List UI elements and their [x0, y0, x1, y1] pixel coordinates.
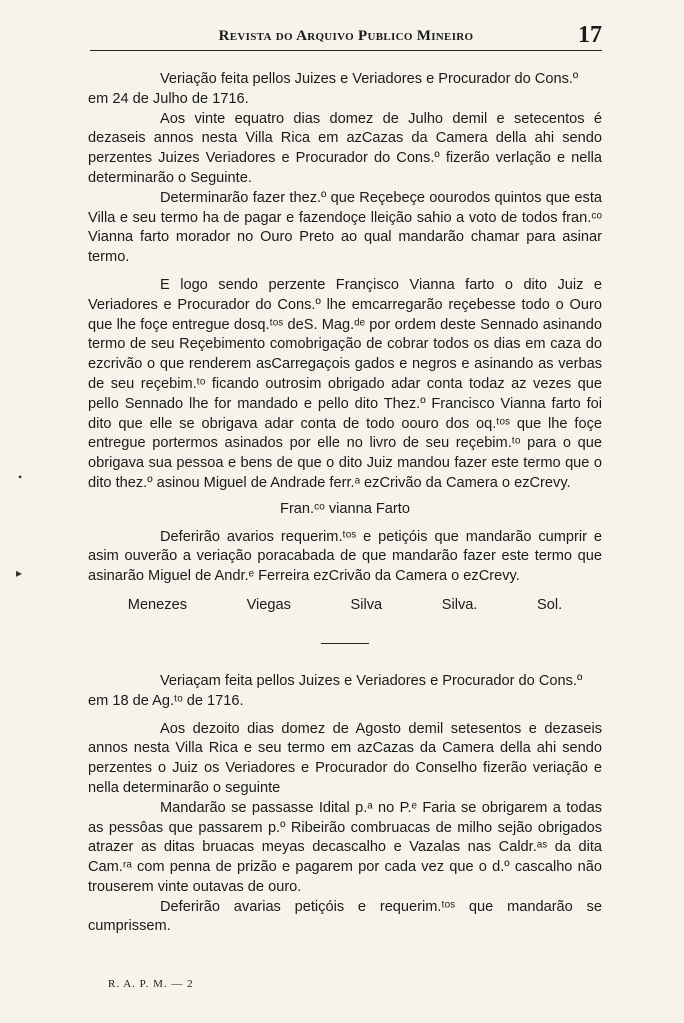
page-body [88, 70, 602, 937]
signatory-name: Menezes [127, 596, 187, 613]
running-header [90, 22, 602, 51]
section2-heading-line2: em 18 de Ag.ᵗᵒ de 1716. [88, 692, 244, 709]
page-number: 17 [578, 22, 602, 48]
footer-reference: R. A. P. M. — 2 [108, 978, 194, 990]
signatory-name: Silva. [441, 596, 478, 613]
section2-paragraph: Mandarão se passasse Idital p.ᵃ no P.ᵉ Faria se obrigarem a todas as pessôas que passarem p.º Ribeirão combruacas de milho sejão obrigados atrazer as ditas bruacas meyas decascalho e Vazalas nas Caldr.ᵃˢ da dita Cam.ʳᵃ com penna de prizão e pagarem por cada vez que o d.º cascalho não trouserem vinte outavas de ouro. [88, 799, 602, 895]
signatory-name: Viegas [246, 596, 291, 613]
margin-dot: • [18, 470, 23, 484]
section-divider [321, 643, 369, 644]
section1-paragraph: E logo sendo perzente Françisco Vianna farto o dito Juiz e Veriadores e Procurador do Cons.º lhe emcarregarão reçebesse todo o Ouro que lhe foçe entregue dosq.ᵗᵒˢ deS. Mag.ᵈᵉ por ordem deste Sennado asinando termo de seu Reçebimento comobrigação de cobrar todos os dias em caza do ezcrivão o que renderem asCarregaçois gados e negros e asinando as verbas de seu reçebim.ᵗᵒ ficando outrosim obrigado adar conta todaz az vezes que pello Sennado lhe for mandado e pello dito Thez.º Francisco Vianna farto foi dito que elle se obrigava adar conta de todo oouro dos oq.ᵗᵒˢ que lhe foçe entregue portermos asinados por elle no livro de seu reçebim.ᵗᵒ para o que obrigava sua pessoa e bens de que o dito Juiz mandou fazer este termo que o dito thez.º asinou Miguel de Andrade ferr.ᵃ ezCrivão da Camera o ezCrevy. [88, 276, 602, 491]
margin-arrow-mark: ▸ [16, 566, 23, 580]
signatories [88, 597, 602, 613]
section1-heading-line1: Veriação feita pellos Juizes e Veriadores e Procurador do Cons.º [160, 71, 579, 87]
signature-line: Fran.ᶜᵒ vianna Farto [280, 500, 410, 517]
signatory-name: Sol. [537, 596, 563, 613]
journal-title: Revista do Arquivo Publico Mineiro [218, 28, 474, 44]
section2-heading-line1: Veriaçam feita pellos Juizes e Veriadores e Procurador do Cons.º [160, 672, 583, 689]
section2-paragraph: Aos dezoito dias domez de Agosto demil setesentos e dezaseis annos nesta Villa Rica e seu termo em azCazas da Camera della ahi sendo perzentes o Juiz os Veriadores e Procurador do Conselho fizerão veriação e nella determinarão o seguinte [88, 720, 602, 796]
section1-heading-line2: em 24 de Julho de 1716. [88, 90, 249, 107]
section1-paragraph: Aos vinte equatro dias domez de Julho demil e setecentos é dezaseis annos nesta Villa Rica em azCazas da Camera della ahi sendo perzentes Juizes Veriadores e Procurador do Cons.º fizerão verlação e nella determinarão o Seguinte. [88, 110, 602, 186]
section1-paragraph: Deferirão avarios requerim.ᵗᵒˢ e petiçóis que mandarão cumprir e asim ouverão a veriação poracabada de que mandarão fazer este termo que asinarão Miguel de Andr.ᵉ Ferreira ezCrivão da Camera o ezCrevy. [88, 528, 602, 585]
section2-paragraph: Deferirão avarias petiçóis e requerim.ᵗᵒˢ que mandarão se cumprissem. [88, 898, 602, 935]
section1-paragraph: Determinarão fazer thez.º que Reçebeçe oourodos quintos que esta Villa e seu termo ha de pagar e fazendoçe lleição sahio a voto de todos fran.ᶜᵒ Vianna farto morador no Ouro Preto ao qual mandarão chamar para asinar termo. [88, 189, 602, 266]
signatory-name: Silva [350, 596, 383, 613]
